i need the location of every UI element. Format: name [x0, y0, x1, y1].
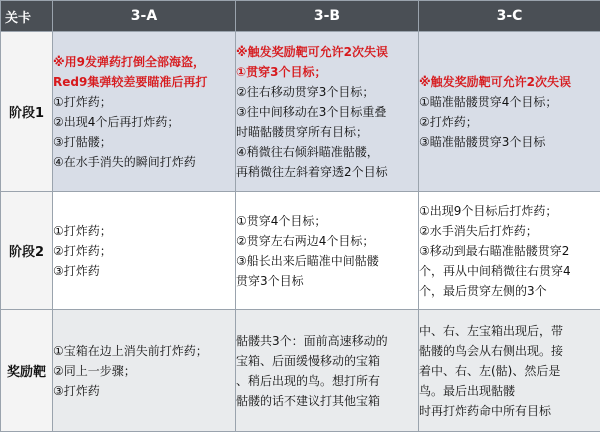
step-text: ②水手消失后打炸药； [419, 221, 600, 241]
highlight-note: ※触发奖励靶可允许2次失误 [419, 72, 600, 92]
step-text: ②出现4个后再打炸药； [53, 112, 235, 132]
table-row [1, 192, 600, 310]
strategy-cell-3b [236, 192, 419, 310]
table-row [1, 32, 600, 192]
table-row [1, 310, 600, 432]
highlight-note: ※触发奖励靶可允许2次失误 [236, 42, 418, 62]
strategy-cell-3a [53, 310, 236, 432]
strategy-cell-3a [53, 32, 236, 192]
step-text: ②打炸药； [419, 112, 600, 132]
step-text: ①瞄准骷髅贯穿4个目标； [419, 92, 600, 112]
step-text: ②贯穿左右两边4个目标； [236, 231, 418, 251]
step-text: 、稍后出现的鸟。想打所有 [236, 371, 418, 391]
step-text: ③打炸药 [53, 381, 235, 401]
step-text: 中、右、左宝箱出现后，带 [419, 321, 600, 341]
step-text: ③打炸药 [53, 261, 235, 281]
strategy-cell-3b [236, 310, 419, 432]
step-text: ①出现9个目标后打炸药； [419, 201, 600, 221]
step-text: 着中、右、左(骷)、然后是 [419, 361, 600, 381]
step-text: 贯穿3个目标 [236, 271, 418, 291]
strategy-cell-3a [53, 192, 236, 310]
strategy-cell-3c [419, 192, 600, 310]
strategy-cell-3c [419, 310, 600, 432]
step-text: ③往中间移动在3个目标重叠 [236, 102, 418, 122]
step-text: ①宝箱在边上消失前打炸药； [53, 341, 235, 361]
step-text: ③移动到最右瞄准骷髅贯穿2 [419, 241, 600, 261]
step-text: ①打炸药； [53, 92, 235, 112]
step-text: 骷髅的话不建议打其他宝箱 [236, 391, 418, 411]
step-text: 再稍微往左斜着穿透2个目标 [236, 162, 418, 182]
stage-label: 阶段2 [1, 192, 53, 310]
highlight-note: ※用9发弹药打倒全部海盗， [53, 52, 235, 72]
step-text: 鸟。最后出现骷髅 [419, 381, 600, 401]
header-row [1, 1, 600, 32]
step-text: 宝箱、后面缓慢移动的宝箱 [236, 351, 418, 371]
step-text: ③瞄准骷髅贯穿3个目标 [419, 132, 600, 152]
highlight-note: Red9集弹较差要瞄准后再打 [53, 72, 235, 92]
step-text: 骷髅的鸟会从右侧出现。接 [419, 341, 600, 361]
step-text: 个，再从中间稍微往右贯穿4 [419, 261, 600, 281]
step-text: ④稍微往右倾斜瞄准骷髅， [236, 142, 418, 162]
step-text: ③打骷髅； [53, 132, 235, 152]
step-text: 时再打炸药命中所有目标 [419, 401, 600, 421]
highlight-note: ①贯穿3个目标； [236, 62, 418, 82]
step-text: ②同上一步骤； [53, 361, 235, 381]
header-column-3a: 3-A [53, 1, 236, 32]
step-text: ②往右移动贯穿3个目标； [236, 82, 418, 102]
stage-label: 奖励靶 [1, 310, 53, 432]
step-text: ③船长出来后瞄准中间骷髅 [236, 251, 418, 271]
step-text: ④在水手消失的瞬间打炸药 [53, 152, 235, 172]
stage-label: 阶段1 [1, 32, 53, 192]
header-column-3c: 3-C [419, 1, 600, 32]
step-text: ①打炸药； [53, 221, 235, 241]
step-text: ②打炸药； [53, 241, 235, 261]
strategy-cell-3c [419, 32, 600, 192]
step-text: ①贯穿4个目标； [236, 211, 418, 231]
step-text: 个，最后贯穿左侧的3个 [419, 281, 600, 301]
strategy-cell-3b [236, 32, 419, 192]
step-text: 骷髅共3个：面前高速移动的 [236, 331, 418, 351]
step-text: 时瞄骷髅贯穿所有目标； [236, 122, 418, 142]
header-level-label: 关卡 [1, 1, 53, 32]
header-column-3b: 3-B [236, 1, 419, 32]
